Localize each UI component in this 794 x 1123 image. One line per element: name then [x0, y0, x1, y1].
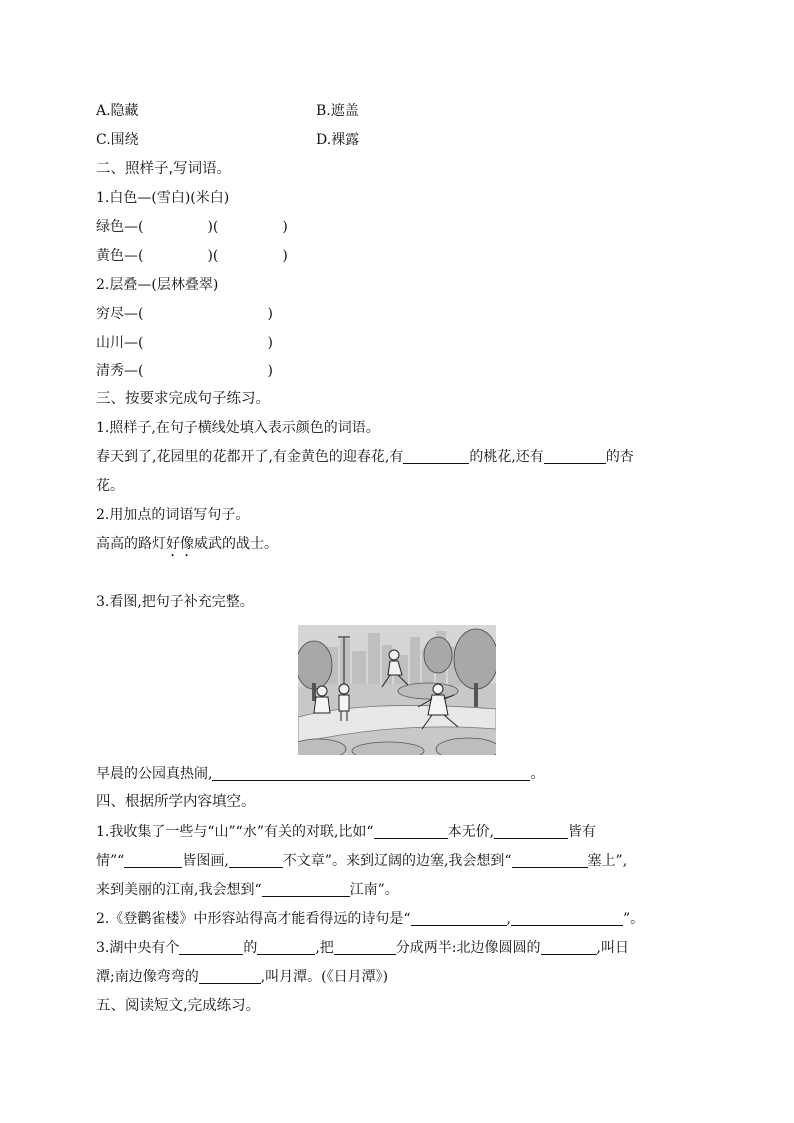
sentence-text: 不文章”。来到辽阔的边塞,我会想到“ [282, 853, 512, 869]
sentence-text: ,把 [315, 940, 334, 956]
section3-q1-sentence-end: 花。 [96, 478, 124, 494]
section4-q1-line1 [96, 822, 596, 842]
sentence-text: 威武的战士。 [194, 536, 278, 552]
section2-item-qiongjin [96, 304, 273, 324]
option-b: B.遮盖 [316, 103, 359, 119]
section3-q2-instruction: 2.用加点的词语写句子。 [96, 507, 250, 523]
section4-q2-line [96, 909, 644, 929]
section3-q1-instruction: 1.照样子,在句子横线处填入表示颜色的词语。 [96, 420, 380, 436]
sentence-text: ”。 [622, 911, 645, 927]
blank-lake-2[interactable] [257, 940, 315, 955]
section2-item-green [96, 217, 288, 237]
item-label: 山川—( [96, 335, 144, 351]
section2-heading: 二、照样子,写词语。 [96, 161, 232, 177]
option-row-2 [96, 130, 360, 150]
sentence-text: 的 [243, 940, 258, 956]
sentence-text: 1.我收集了一些与“山”“水”有关的对联,比如“ [96, 824, 374, 840]
section2-example-2: 2.层叠—(层林叠翠) [96, 277, 219, 293]
section3-q1-sentence [96, 447, 634, 467]
mid-paren: )( [207, 248, 219, 264]
option-a: A.隐藏 [96, 103, 139, 119]
blank-couplet-4[interactable] [229, 853, 283, 868]
section2-item-shanchuan [96, 333, 273, 353]
section2-item-yellow [96, 246, 288, 266]
sentence-text: ,叫日 [596, 940, 629, 956]
sentence-text: 3.湖中央有个 [96, 940, 180, 956]
close-paren: ) [282, 219, 288, 235]
blank-park-description[interactable] [212, 766, 530, 781]
blank-apricot-color[interactable] [544, 449, 606, 464]
close-paren: ) [267, 363, 273, 379]
blank-couplet-2[interactable] [494, 824, 568, 839]
item-label: 绿色—( [96, 219, 144, 235]
blank-lake-5[interactable] [199, 969, 261, 984]
section4-q3-line1 [96, 938, 629, 958]
blank-jiangnan[interactable] [262, 882, 350, 897]
section4-q3-line2 [96, 967, 388, 987]
section5-heading: 五、阅读短文,完成练习。 [96, 998, 261, 1014]
section3-q2-sentence [96, 534, 278, 560]
option-c: C.围绕 [96, 132, 139, 148]
mid-paren: )( [207, 219, 219, 235]
option-row-1 [96, 101, 359, 121]
section3-heading: 三、按要求完成句子练习。 [96, 391, 270, 407]
sentence-text: 分成两半:北边像圆圆的 [395, 940, 541, 956]
section4-heading: 四、根据所学内容填空。 [96, 794, 256, 810]
blank-poem-line-2[interactable] [511, 911, 623, 926]
close-paren: ) [267, 306, 273, 322]
sentence-text: 本无价, [447, 824, 495, 840]
blank-poem-line-1[interactable] [411, 911, 507, 926]
sentence-text: 情”“ [96, 853, 125, 869]
close-paren: ) [282, 248, 288, 264]
sentence-text: 潭;南边像弯弯的 [96, 969, 199, 985]
sentence-text: 早晨的公园真热闹, [96, 766, 213, 782]
close-paren: ) [267, 335, 273, 351]
section4-q1-line3 [96, 880, 399, 900]
option-d: D.裸露 [316, 132, 360, 148]
sentence-text: 来到美丽的江南,我会想到“ [96, 882, 262, 898]
sentence-text: 的桃花,还有 [469, 449, 544, 465]
blank-frontier[interactable] [512, 853, 588, 868]
sentence-text: 江南”。 [349, 882, 399, 898]
sentence-text: 春天到了,花园里的花都开了,有金黄色的迎春花,有 [96, 449, 404, 465]
item-label: 黄色—( [96, 248, 144, 264]
blank-couplet-1[interactable] [374, 824, 448, 839]
blank-peach-color[interactable] [403, 449, 469, 464]
section3-q3-instruction: 3.看图,把句子补充完整。 [96, 594, 254, 610]
sentence-text: ,叫月潭。(《日月潭》) [260, 969, 389, 985]
blank-lake-4[interactable] [541, 940, 597, 955]
sentence-text: , [506, 911, 511, 927]
sentence-text: 高高的路灯 [96, 536, 166, 552]
sentence-text: 的杏 [605, 449, 634, 465]
section2-item-qingxiu [96, 361, 273, 381]
dotted-word: 好像 [166, 536, 194, 552]
section2-example-1: 1.白色—(雪白)(米白) [96, 190, 230, 206]
sentence-text: 皆有 [568, 824, 597, 840]
sentence-text: 塞上”, [587, 853, 628, 869]
blank-lake-1[interactable] [179, 940, 243, 955]
blank-lake-3[interactable] [334, 940, 396, 955]
blank-couplet-3[interactable] [124, 853, 182, 868]
section4-q1-line2 [96, 851, 627, 871]
item-label: 清秀—( [96, 363, 144, 379]
park-morning-illustration [298, 625, 496, 755]
sentence-text: 皆图画, [182, 853, 229, 869]
sentence-text: 2.《登鹳雀楼》中形容站得高才能看得远的诗句是“ [96, 911, 411, 927]
item-label: 穷尽—( [96, 306, 144, 322]
sentence-text: 。 [530, 766, 545, 782]
section3-q3-answer-line [96, 764, 544, 784]
